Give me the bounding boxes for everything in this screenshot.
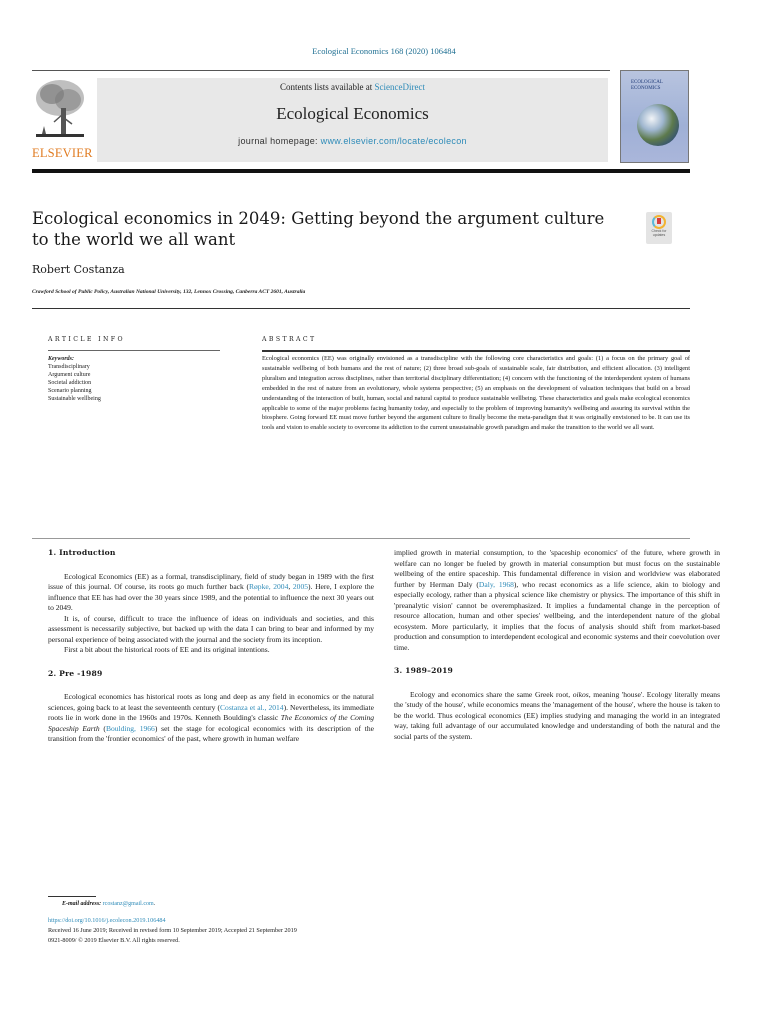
text-run: ( <box>99 723 106 733</box>
contents-line <box>97 82 608 92</box>
right-column <box>394 548 720 742</box>
citation-link[interactable]: 2005 <box>292 582 308 591</box>
keyword-item: Societal addiction <box>48 379 92 386</box>
publisher-name: ELSEVIER <box>32 146 93 160</box>
text-run: ) set the stage for ecological economics with its description of the transition from the 'frontier economics' of the past, where growth in human welfare <box>48 723 375 743</box>
publisher-logo[interactable] <box>32 78 93 162</box>
abstract-rule <box>262 350 690 352</box>
journal-banner <box>97 78 608 162</box>
running-head[interactable]: Ecological Economics 168 (2020) 106484 <box>312 46 456 56</box>
journal-cover-thumbnail[interactable] <box>620 70 689 163</box>
journal-name: Ecological Economics <box>276 104 429 123</box>
crossmark-icon <box>652 215 666 229</box>
text-run: . <box>153 901 156 907</box>
paragraph: First a bit about the historical roots of EE and its original intentions. <box>64 645 270 654</box>
citation-link[interactable]: Costanza et al., 2014 <box>220 702 284 712</box>
sciencedirect-link[interactable]: ScienceDirect <box>374 82 425 92</box>
received-dates: Received 16 June 2019; Received in revised form 10 September 2019; Accepted 21 September 2019 <box>48 926 297 934</box>
section-heading-1989-2019: 3. 1989–2019 <box>394 666 454 675</box>
header-top-rule <box>32 70 610 71</box>
doi-link[interactable]: https://doi.org/10.1016/j.ecolecon.2019.106484 <box>48 917 166 924</box>
keyword-item: Transdisciplinary <box>48 363 90 370</box>
paragraph <box>394 548 720 653</box>
text-run: Ecological economics has historical roots as long and deep as any field in economics or the natural sciences, going back to at least the seventeenth century ( <box>48 692 374 712</box>
paragraph <box>394 690 720 743</box>
elsevier-tree-icon <box>34 78 86 140</box>
book-title: The Economics of the Coming Spaceship Earth <box>48 713 374 733</box>
text-run: ). Nevertheless, its immediate roots lie in work done in the 1960s and 1970s. Kenneth Boulding's classic <box>48 702 374 722</box>
check-for-updates-button[interactable] <box>646 212 672 244</box>
article-info-rule <box>48 350 220 351</box>
header-bottom-rule <box>32 169 690 173</box>
text-run: ). Here, I explore the influence that EE has had over the 30 years since 1989, and the potential to influence the next 30 years out to 2049. <box>48 582 374 612</box>
section-heading-pre-1989: 2. Pre -1989 <box>48 668 103 678</box>
abstract-heading: ABSTRACT <box>262 336 317 343</box>
footnote-email <box>62 901 155 907</box>
citation-link[interactable]: Daly, 1968 <box>478 579 514 589</box>
text-run: Ecological Economics (EE) as a formal, transdisciplinary, field of study began in 1989 with the first issue of this journal. Of course, its roots go much further back ( <box>48 571 374 591</box>
email-link[interactable]: rcostanz@gmail.com <box>102 901 154 907</box>
homepage-prefix: journal homepage: <box>238 136 321 146</box>
contents-prefix: Contents lists available at <box>280 82 375 92</box>
journal-homepage-line <box>97 136 608 146</box>
paragraph <box>48 572 374 614</box>
article-title: Ecological economics in 2049: Getting beyond the argument culture to the world we all want <box>32 209 605 249</box>
journal-homepage-link[interactable]: www.elsevier.com/locate/ecolecon <box>320 136 467 146</box>
globe-icon <box>637 104 679 146</box>
citation-link[interactable]: Røpke, 2004 <box>248 582 289 591</box>
keywords-label: Keywords: <box>48 356 74 362</box>
cover-title: ECOLOGICAL ECONOMICS <box>631 80 663 91</box>
text-run: , meaning 'house'. Ecology literally means the 'study of the house', while economics means the 'management of the house', where the house is taken to be the world. Thus ecological economics (EE) implies studying and managing the world in an integrated way, taking full advantage of our accumulated knowledge and understanding of both the natural and the social parts of the system. <box>394 689 721 741</box>
email-label: E-mail address: <box>62 901 103 907</box>
keywords-block <box>48 356 101 403</box>
author-name[interactable]: Robert Costanza <box>32 263 125 276</box>
section-heading-introduction: 1. Introduction <box>48 548 116 557</box>
article-info-heading: ARTICLE INFO <box>48 336 125 343</box>
abstract-text: Ecological economics (EE) was originally envisioned as a transdiscipline with the following core characteristics and goals: (1) a focus on the primary goal of sustainable wellbeing of both humans and the rest of nature; (2) three broad sub-goals of sustainable scale, fair distribution, and efficient allocation. (3) intelligent pluralism and integration across disciplines, rather than territorial disciplinary differentiation; (4) concern with the functioning of the interdependent system of humans embedded in the rest of nature from an evolutionary, whole systems perspective; (5) an emphasis on the development of valuation techniques that build on a broad understanding of the interaction of built, human, social and natural capital to produce sustainable wellbeing. These characteristics and goals make ecological economics applicable to some of the major problems facing humanity today, and especially to the problem of improving humanity's wellbeing and assuring its survival within the biosphere. Going forward EE must move further beyond the argument culture to finally become the meta-paradigm that it was originally envisioned to be. It can use its tools and vision to enable society to overcome its addiction to the current unsustainable growth paradigm and make the transition to the world we all want. <box>262 355 690 432</box>
text-run: implied growth in material consumption, to the 'spaceship economics' of the future, where growth in welfare can no longer be fueled by growth in material consumption but must focus on the sustainable wellbeing of the entire spaceship. This fundamental difference in vision and worldview was elaborated further by Herman Daly ( <box>394 548 720 589</box>
paragraph <box>48 692 374 745</box>
keyword-item: Scenario planning <box>48 387 92 394</box>
abstract-bottom-rule <box>32 538 690 539</box>
greek-term: oikos <box>572 689 589 699</box>
affiliation-rule <box>32 308 690 309</box>
paragraph: It is, of course, difficult to trace the influence of ideas on individuals and societies, and this assessment is necessarily subjective, but backed up with the data I can bring to bear and informed by my personal experience of being associated with the journal and the society from its inception. <box>48 613 374 644</box>
text-run: Ecology and economics share the same Greek root, <box>410 689 573 699</box>
text-run: ), who recast economics as a life science, akin to biology and especially ecology, rather than a physical science like chemistry or physics. The importance of this shift in 'preanalytic vision' cannot be overemphasized. It implies a fundamental change in the perception of resource allocation, human and other species' wellbeing, and the interdependent nature of the global ecosystem. More particularly, it implies that the focus of analysis should shift from market-based production and consumption to interdependent ecological and economic systems and their coevolution over time. <box>394 579 720 652</box>
left-column <box>48 548 374 745</box>
text-run: , <box>288 582 293 591</box>
keyword-item: Argument culture <box>48 371 91 378</box>
keyword-item: Sustainable wellbeing <box>48 395 101 402</box>
footnote-rule <box>48 896 96 897</box>
crossmark-label: Check for updates <box>651 229 667 237</box>
author-affiliation: Crawford School of Public Policy, Australian National University, 132, Lennox Crossing, Canberra ACT 2601, Australia <box>32 289 306 295</box>
article-footer <box>48 916 297 945</box>
citation-link[interactable]: Boulding, 1966 <box>105 723 155 733</box>
copyright-notice: 0921-8009/ © 2019 Elsevier B.V. All rights reserved. <box>48 936 180 944</box>
